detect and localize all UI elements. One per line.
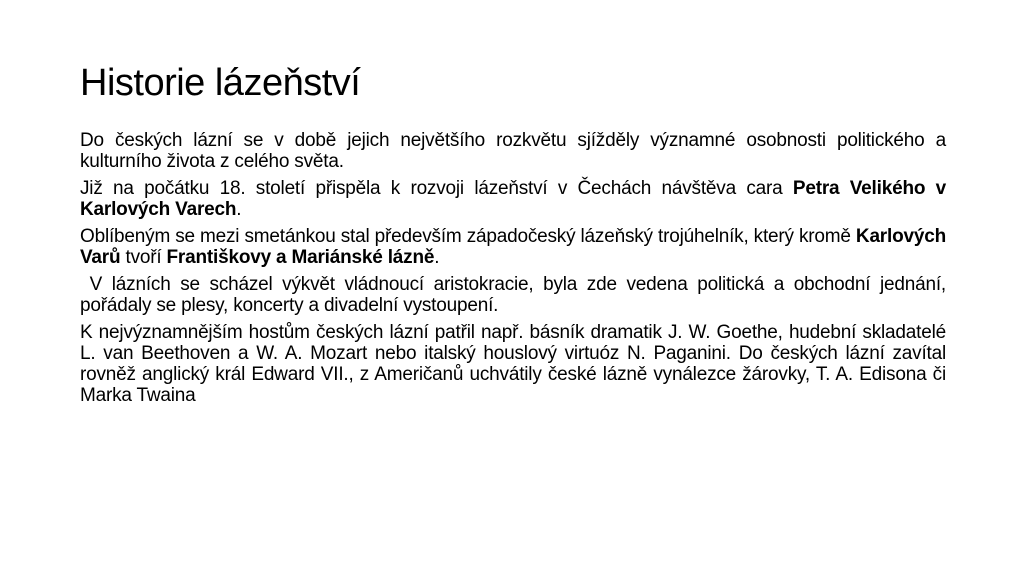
paragraph-3-period: . — [434, 247, 440, 268]
slide-body — [80, 130, 952, 412]
paragraph-2 — [80, 178, 946, 220]
paragraph-4 — [80, 274, 952, 316]
paragraph-3-text: Oblíbeným se mezi smetánkou stal především západočeský lázeňský trojúhelník, který kromě — [80, 226, 856, 247]
paragraph-4-text: V lázních se scházel výkvět vládnoucí aristokracie, byla zde vedena politická a obchodní jednání, pořádaly se plesy, koncerty a divadelní vystoupení. — [80, 274, 952, 316]
paragraph-3-bold-frantiskovy-marianske: Františkovy a Mariánské lázně — [166, 247, 435, 268]
paragraph-5-text: K nejvýznamnějším hostům českých lázní patřil např. básník dramatik J. W. Goethe, hudební skladatelé L. van Beethoven a W. A. Mozart nebo italský houslový virtuóz N. Paganini. Do českých lázní zavítal rovněž anglický král Edward VII., z Američanů uchvátily české lázně vynálezce žárovky, T. A. Edisona či Marka Twaina — [80, 322, 946, 406]
paragraph-2-bold-name: Petra Velikého v Karlových Varech — [80, 178, 946, 220]
paragraph-3 — [80, 226, 946, 268]
slide-title: Historie lázeňství — [80, 62, 361, 104]
paragraph-3-bold-karlovy-vary: Karlových Varů — [80, 226, 946, 268]
paragraph-2-text: Již na počátku 18. století přispěla k rozvoji lázeňství v Čechách návštěva cara — [80, 178, 793, 199]
paragraph-2-period: . — [236, 199, 242, 220]
paragraph-1 — [80, 130, 946, 172]
paragraph-3-connector: tvoří — [120, 247, 167, 268]
paragraph-1-text: Do českých lázní se v době jejich největšího rozkvětu sjížděly významné osobnosti politického a kulturního života z celého světa. — [80, 130, 946, 172]
paragraph-5 — [80, 322, 946, 406]
